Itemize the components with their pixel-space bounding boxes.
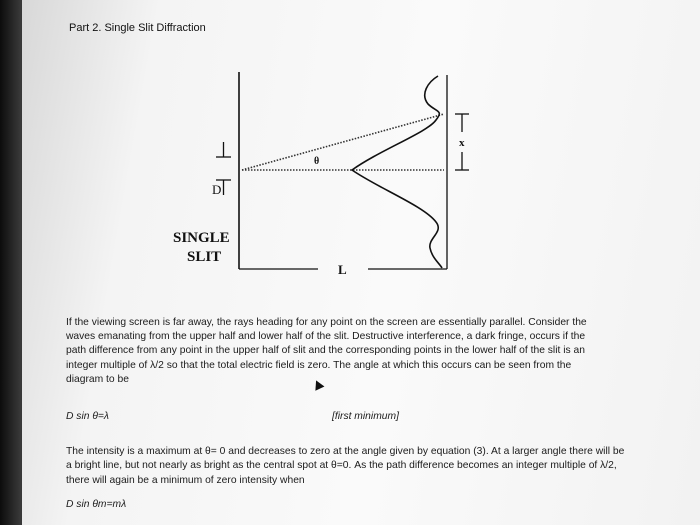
- equation-general-minimum: D sin θm=mλ: [66, 499, 127, 510]
- paragraph-intensity: The intensity is a maximum at θ= 0 and decreases to zero at the angle given by equation (3). At a larger angle there will be a bright line, but not nearly as bright as the central spot at θ=0. As the path difference becomes an integer multiple of λ/2, there will again be a minimum of zero intensity when: [66, 446, 625, 486]
- intensity-curve: [352, 76, 442, 268]
- angled-ray-dotted: [242, 114, 444, 170]
- single-label: SINGLE: [173, 230, 230, 246]
- d-label: D: [212, 182, 222, 197]
- equation-note: [first minimum]: [332, 411, 399, 422]
- equation-first-minimum: D sin θ=λ: [66, 411, 109, 422]
- l-label: L: [338, 262, 347, 277]
- theta-label: θ: [314, 156, 320, 167]
- slit-label: SLIT: [187, 249, 222, 265]
- paragraph-interference: If the viewing screen is far away, the rays heading for any point on the screen are essentially parallel. Consider the waves emanating from the upper half and lower half of the slit. Destructive interference, a dark fringe, occurs if the path difference from any point in the upper half of slit and the corresponding points in the lower half of the slit is an integer multiple of λ/2 so that the total electric field is zero. The angle at which this occurs can be seen from the diagram to be: [66, 317, 587, 385]
- x-label: x: [459, 137, 465, 149]
- section-title: Part 2. Single Slit Diffraction: [69, 22, 206, 34]
